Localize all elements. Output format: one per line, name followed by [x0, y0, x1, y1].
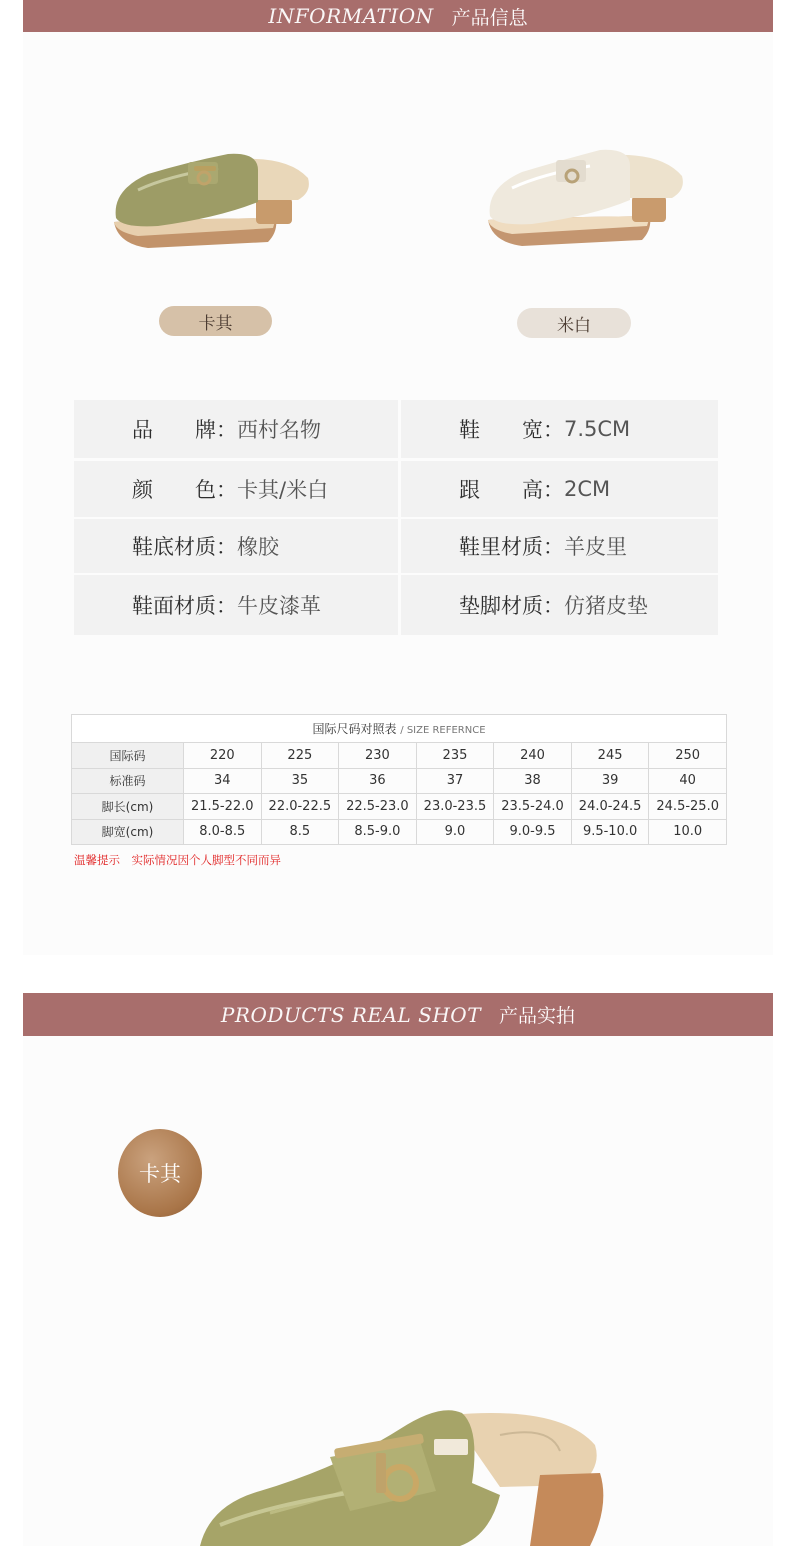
table-cell: 235	[416, 743, 494, 769]
size-chart-title-zh: 国际尺码对照表	[312, 722, 397, 736]
info-brand	[74, 400, 398, 458]
row-head: 标准码	[72, 768, 184, 794]
info-heel-value: 2CM	[564, 477, 611, 501]
info-upper-label: 鞋面材质：	[132, 594, 237, 618]
info-brand-value: 西村名物	[237, 418, 321, 442]
info-color-value: 卡其/米白	[237, 478, 329, 502]
row-head: 国际码	[72, 743, 184, 769]
color-chip-khaki[interactable]: 卡其	[159, 306, 272, 336]
info-sole-label: 鞋底材质：	[132, 535, 237, 559]
table-row	[72, 743, 727, 769]
khaki-shoe-image	[108, 140, 318, 260]
size-chart-table	[71, 714, 727, 845]
table-cell: 36	[339, 768, 417, 794]
table-cell: 39	[571, 768, 649, 794]
info-lining-label: 鞋里材质：	[459, 535, 564, 559]
table-cell: 21.5-22.0	[184, 794, 262, 820]
color-chip-off-white[interactable]: 米白	[517, 308, 631, 338]
info-insole	[401, 575, 718, 635]
table-row	[72, 768, 727, 794]
table-cell: 245	[571, 743, 649, 769]
table-cell: 220	[184, 743, 262, 769]
table-cell: 240	[494, 743, 572, 769]
table-cell: 35	[261, 768, 339, 794]
row-head: 脚长(cm)	[72, 794, 184, 820]
info-width	[401, 400, 718, 458]
table-cell: 230	[339, 743, 417, 769]
table-cell: 10.0	[649, 819, 727, 845]
banner2-title-zh: 产品实拍	[499, 1005, 576, 1027]
table-cell: 22.0-22.5	[261, 794, 339, 820]
info-color-label: 颜 色：	[132, 478, 237, 502]
banner-title-en: INFORMATION	[268, 4, 434, 28]
table-cell: 250	[649, 743, 727, 769]
table-cell: 38	[494, 768, 572, 794]
info-heel	[401, 461, 718, 517]
table-cell: 24.5-25.0	[649, 794, 727, 820]
information-banner	[23, 0, 773, 32]
info-brand-label: 品 牌：	[132, 418, 237, 442]
info-upper	[74, 575, 398, 635]
info-sole	[74, 519, 398, 573]
off-white-shoe-image	[482, 140, 692, 260]
table-cell: 9.0	[416, 819, 494, 845]
info-insole-label: 垫脚材质：	[459, 594, 564, 618]
khaki-shoe-large-image	[200, 1395, 620, 1546]
table-cell: 23.5-24.0	[494, 794, 572, 820]
table-cell: 23.0-23.5	[416, 794, 494, 820]
info-width-label: 鞋 宽：	[459, 418, 564, 442]
real-shot-banner	[23, 993, 773, 1036]
info-lining	[401, 519, 718, 573]
table-cell: 22.5-23.0	[339, 794, 417, 820]
table-cell: 8.0-8.5	[184, 819, 262, 845]
size-tip: 温馨提示 实际情况因个人脚型不同而异	[74, 853, 281, 867]
table-cell: 40	[649, 768, 727, 794]
table-row	[72, 794, 727, 820]
info-heel-label: 跟 高：	[459, 478, 564, 502]
table-cell: 9.0-9.5	[494, 819, 572, 845]
size-chart-title	[72, 715, 727, 743]
table-cell: 34	[184, 768, 262, 794]
table-cell: 8.5-9.0	[339, 819, 417, 845]
table-row	[72, 819, 727, 845]
info-insole-value: 仿猪皮垫	[564, 594, 648, 618]
table-cell: 225	[261, 743, 339, 769]
banner2-title-en: PRODUCTS REAL SHOT	[220, 1002, 482, 1027]
row-head: 脚宽(cm)	[72, 819, 184, 845]
size-chart-title-en: / SIZE REFERNCE	[400, 725, 486, 736]
table-cell: 8.5	[261, 819, 339, 845]
info-upper-value: 牛皮漆革	[237, 594, 321, 618]
table-cell: 9.5-10.0	[571, 819, 649, 845]
info-sole-value: 橡胶	[237, 535, 279, 559]
table-cell: 24.0-24.5	[571, 794, 649, 820]
banner-title-zh: 产品信息	[451, 6, 528, 29]
info-width-value: 7.5CM	[564, 417, 631, 441]
khaki-badge: 卡其	[118, 1129, 202, 1217]
table-cell: 37	[416, 768, 494, 794]
info-lining-value: 羊皮里	[564, 535, 627, 559]
info-color	[74, 461, 398, 517]
